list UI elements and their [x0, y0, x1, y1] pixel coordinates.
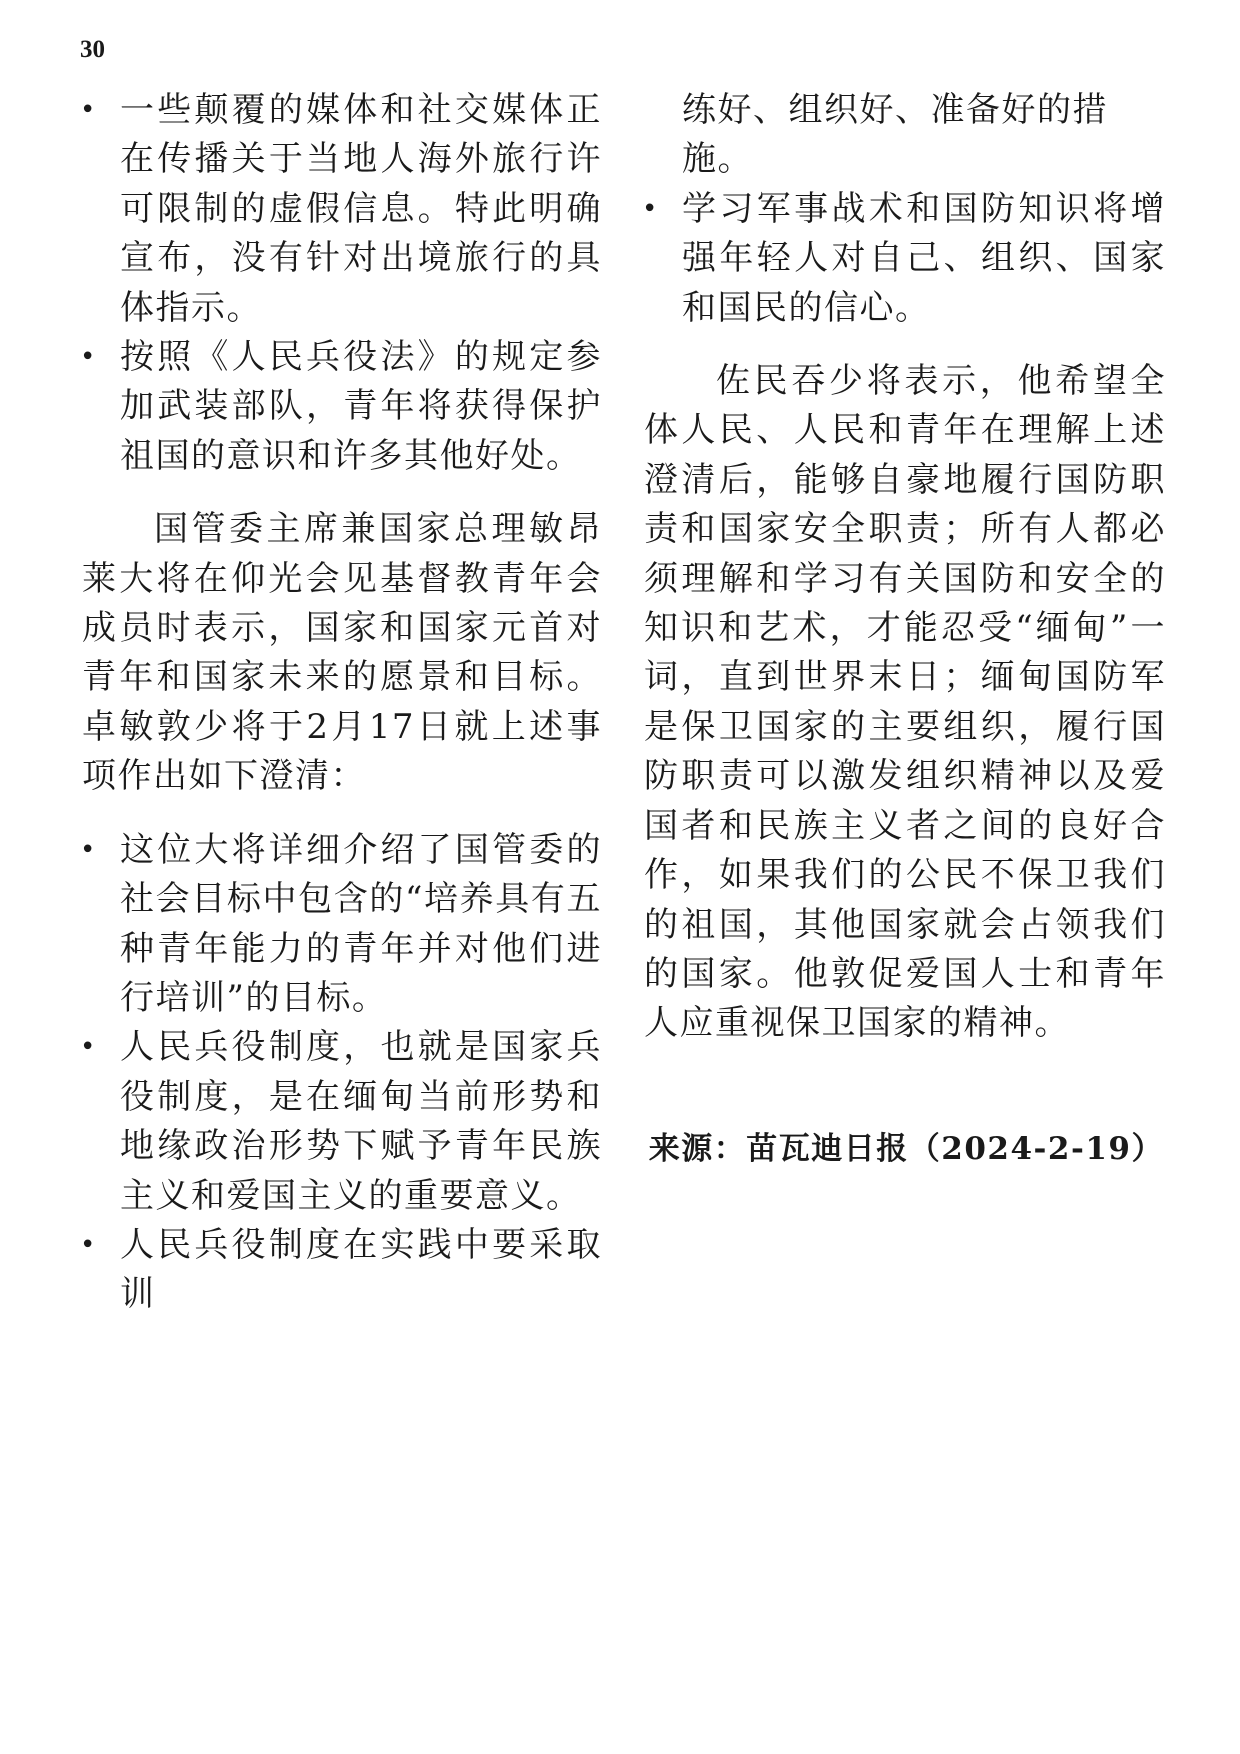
bullet-text: 一些颠覆的媒体和社交媒体正在传播关于当地人海外旅行许可限制的虚假信息。特此明确宣布，没有针对出境旅行的具体指示。 [120, 90, 602, 328]
bullet-text: 人民兵役制度，也就是国家兵役制度，是在缅甸当前形势和地缘政治形势下赋予青年民族主义和爱国主义的重要意义。 [120, 1027, 602, 1216]
bullet-dot-icon: • [80, 95, 97, 125]
bullet-text: 学习军事战术和国防知识将增强年轻人对自己、组织、国家和国民的信心。 [682, 188, 1166, 328]
spacer [82, 481, 602, 505]
bullet-dot-icon: • [80, 342, 97, 373]
bullet-text: 人民兵役制度在实践中要采取训 [120, 1224, 602, 1315]
bullet-item [82, 1023, 602, 1221]
body-paragraph: 国管委主席兼国家总理敏昂莱大将在仰光会见基督教青年会成员时表示，国家和国家元首对青年和国家未来的愿景和目标。卓敏敦少将于2月17日就上述事项作出如下澄清： [82, 509, 602, 797]
bullet-item [82, 86, 602, 333]
bullet-dot-icon: • [642, 193, 659, 224]
spacer [82, 802, 602, 826]
bullet-item [82, 1221, 602, 1320]
left-column [82, 86, 602, 1320]
source-attribution: 来源：苗瓦迪日报（2024-2-19） [648, 1130, 1164, 1167]
bullet-item [82, 826, 602, 1024]
bullet-dot-icon: • [80, 834, 97, 865]
bullet-dot-icon: • [80, 1229, 97, 1260]
bullet-dot-icon: • [80, 1032, 97, 1063]
right-column [644, 86, 1166, 1174]
bullet-item [82, 333, 602, 481]
bullet-item [644, 185, 1166, 333]
body-paragraph: 佐民吞少将表示，他希望全体人民、人民和青年在理解上述澄清后，能够自豪地履行国防职责和国家安全职责；所有人都必须理解和学习有关国防和安全的知识和艺术，才能忍受“缅甸”一词，直到世界末日；缅甸国防军是保卫国家的主要组织，履行国防职责可以激发组织精神以及爱国者和民族主义者之间的良好合作，如果我们的公民不保卫我们的祖国，其他国家就会占领我们的国家。他敦促爱国人士和青年人应重视保卫国家的精神。 [644, 361, 1166, 1044]
bullet-text: 按照《人民兵役法》的规定参加武装部队，青年将获得保护祖国的意识和许多其他好处。 [120, 337, 602, 476]
page-number: 30 [80, 36, 105, 63]
bullet-text: 这位大将详细介绍了国管委的社会目标中包含的“培养具有五种青年能力的青年并对他们进行培训”的目标。 [120, 829, 602, 1018]
spacer [644, 333, 1166, 357]
bullet-continuation: 练好、组织好、准备好的措施。 [682, 90, 1108, 180]
